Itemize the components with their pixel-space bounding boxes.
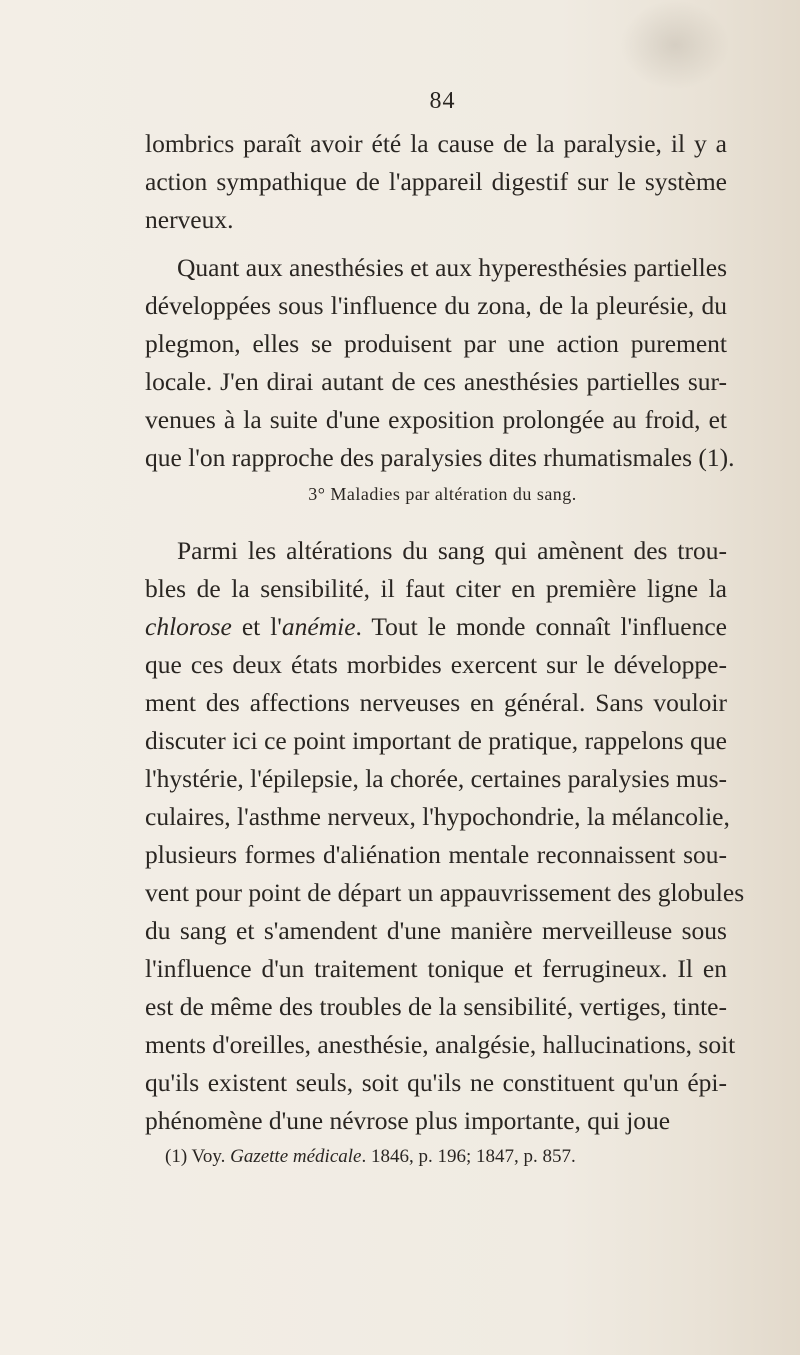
text-fragment: . Tout le monde connaît l'influence	[355, 612, 727, 641]
text-line: qu'ils existent seuls, soit qu'ils ne constituent qu'un épi-	[145, 1068, 727, 1097]
text-line: ment des affections nerveuses en général. Sans vouloir	[145, 688, 727, 717]
page-number: 84	[429, 88, 456, 114]
text-line: discuter ici ce point important de pratique, rappelons que	[145, 726, 727, 755]
text-line: que l'on rapproche des paralysies dites rhumatismales (1).	[145, 443, 735, 472]
footnote-prefix: (1) Voy.	[165, 1146, 231, 1167]
text-line: bles de la sensibilité, il faut citer en première ligne la	[145, 574, 727, 603]
text-line: nerveux.	[145, 205, 234, 234]
text-line: ments d'oreilles, anesthésie, analgésie, hallucinations, soit	[145, 1030, 736, 1059]
text-fragment: et l'	[231, 612, 282, 641]
text-line: que ces deux états morbides exercent sur le développe-	[145, 650, 727, 679]
page-stain	[620, 0, 730, 90]
text-line-italic	[145, 609, 727, 645]
text-line: l'influence d'un traitement tonique et ferrugineux. Il en	[145, 954, 727, 983]
text-line: lombrics paraît avoir été la cause de la paralysie, il y a	[145, 129, 727, 158]
text-line: locale. J'en dirai autant de ces anesthésies partielles sur-	[145, 367, 727, 396]
footnote	[165, 1146, 576, 1168]
text-line: culaires, l'asthme nerveux, l'hypochondrie, la mélancolie,	[145, 802, 730, 831]
text-line: venues à la suite d'une exposition prolongée au froid, et	[145, 405, 727, 434]
text-line: vent pour point de départ un appauvrissement des globules	[145, 878, 745, 907]
text-line: Parmi les altérations du sang qui amènent des trou-	[177, 536, 727, 565]
footnote-journal: Gazette médicale	[230, 1146, 362, 1167]
text-line: plusieurs formes d'aliénation mentale reconnaissent sou-	[145, 840, 727, 869]
term-chlorose: chlorose	[145, 612, 232, 641]
term-anemie: anémie	[281, 612, 356, 641]
text-line: Quant aux anesthésies et aux hyperesthésies partielles	[177, 253, 727, 282]
text-line: du sang et s'amendent d'une manière merveilleuse sous	[145, 916, 727, 945]
section-heading: 3° Maladies par altération du sang.	[308, 484, 577, 504]
text-line: phénomène d'une névrose plus importante, qui joue	[145, 1106, 671, 1135]
text-line: action sympathique de l'appareil digestif sur le système	[145, 167, 727, 196]
footnote-suffix: . 1846, p. 196; 1847, p. 857.	[361, 1146, 576, 1167]
text-line: l'hystérie, l'épilepsie, la chorée, certaines paralysies mus-	[145, 764, 728, 793]
text-line: est de même des troubles de la sensibilité, vertiges, tinte-	[145, 992, 727, 1021]
text-line: développées sous l'influence du zona, de la pleurésie, du	[145, 291, 727, 320]
text-line: plegmon, elles se produisent par une action purement	[145, 329, 727, 358]
